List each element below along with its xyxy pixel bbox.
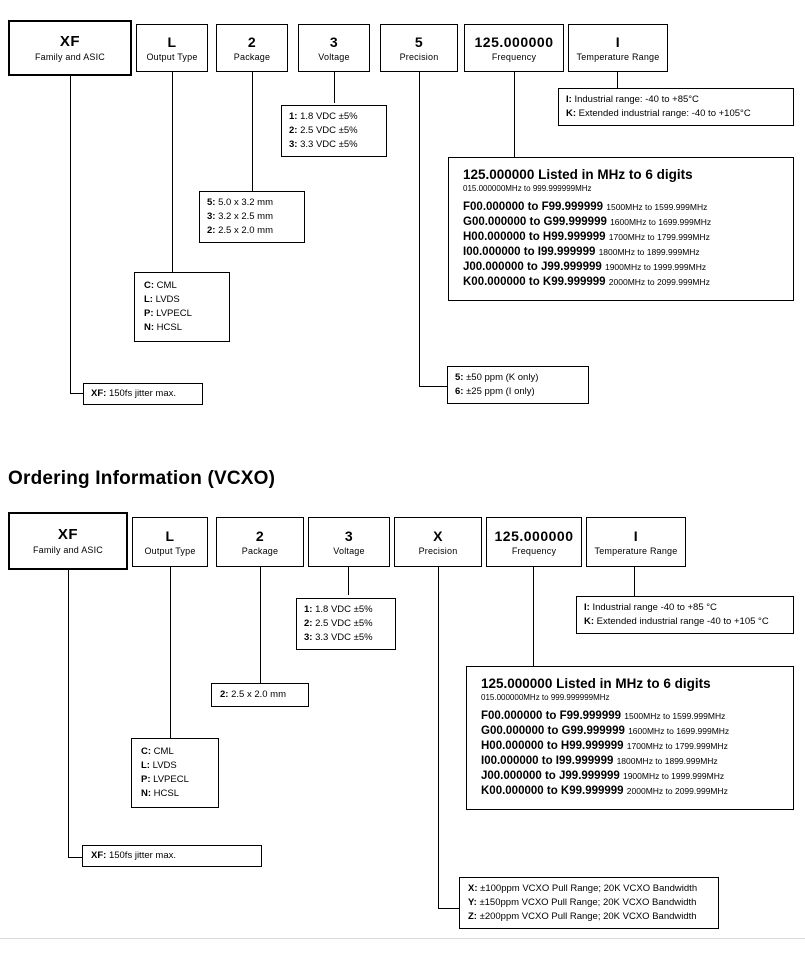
xo-output-key: N: xyxy=(144,322,155,333)
vcxo-precision-callout xyxy=(459,877,719,929)
vcxo-frequency-callout xyxy=(466,666,794,810)
xo-family-text: 150fs jitter max. xyxy=(108,388,177,399)
xo-leader-family-vertical xyxy=(70,76,71,393)
xo-output-row xyxy=(144,293,220,307)
vcxo-output-text: LVDS xyxy=(152,760,177,771)
xo-box-temperature xyxy=(568,24,668,72)
xo-frequency-range: G00.000000 to G99.999999 xyxy=(463,216,607,228)
vcxo-box-precision-code: X xyxy=(433,527,443,544)
vcxo-frequency-row xyxy=(481,739,781,754)
vcxo-output-key: L: xyxy=(141,760,150,771)
xo-box-temperature-label: Temperature Range xyxy=(576,51,660,62)
vcxo-output-key: C: xyxy=(141,746,152,757)
vcxo-voltage-key: 1: xyxy=(304,604,313,615)
vcxo-temperature-text: Extended industrial range -40 to +105 °C xyxy=(596,616,769,627)
xo-output-row xyxy=(144,321,220,335)
vcxo-output-text: LVPECL xyxy=(153,774,189,785)
vcxo-frequency-range: H00.000000 to H99.999999 xyxy=(481,740,624,752)
xo-family-callout xyxy=(83,383,203,405)
vcxo-leader-precision-vertical xyxy=(438,567,439,908)
xo-temperature-row xyxy=(566,107,786,121)
vcxo-output-row xyxy=(141,745,209,759)
xo-voltage-key: 1: xyxy=(289,111,298,122)
xo-output-row xyxy=(144,307,220,321)
xo-frequency-range: J00.000000 to J99.999999 xyxy=(463,261,602,273)
xo-package-text: 2.5 x 2.0 mm xyxy=(218,225,274,236)
vcxo-package-callout xyxy=(211,683,309,707)
xo-precision-text: ±50 ppm (K only) xyxy=(466,372,539,383)
xo-temperature-text: Industrial range: -40 to +85°C xyxy=(574,94,699,105)
vcxo-frequency-note: 1700MHz to 1799.999MHz xyxy=(626,741,728,751)
vcxo-voltage-key: 2: xyxy=(304,618,313,629)
vcxo-box-temperature-label: Temperature Range xyxy=(594,545,678,556)
vcxo-temperature-row xyxy=(584,615,786,629)
xo-box-family-label: Family and ASIC xyxy=(34,51,106,62)
footer-divider xyxy=(0,938,805,939)
vcxo-precision-row xyxy=(468,896,710,910)
xo-package-key: 5: xyxy=(207,197,216,208)
xo-voltage-row xyxy=(289,124,379,138)
vcxo-box-package xyxy=(216,517,304,567)
xo-box-family xyxy=(8,20,132,76)
vcxo-frequency-note: 1800MHz to 1899.999MHz xyxy=(616,756,718,766)
vcxo-package-key: 2: xyxy=(220,689,229,700)
xo-frequency-row xyxy=(463,200,781,215)
vcxo-box-voltage xyxy=(308,517,390,567)
xo-package-row xyxy=(207,210,297,224)
vcxo-temperature-callout xyxy=(576,596,794,634)
xo-precision-key: 5: xyxy=(455,372,464,383)
xo-voltage-text: 3.3 VDC ±5% xyxy=(300,139,358,150)
vcxo-output-key: P: xyxy=(141,774,151,785)
xo-precision-callout xyxy=(447,366,589,404)
xo-frequency-note: 1700MHz to 1799.999MHz xyxy=(608,232,710,242)
vcxo-box-output xyxy=(132,517,208,567)
vcxo-precision-text: ±150ppm VCXO Pull Range; 20K VCXO Bandwidth xyxy=(479,897,697,908)
xo-temperature-row xyxy=(566,93,786,107)
xo-box-voltage xyxy=(298,24,370,72)
vcxo-output-row xyxy=(141,759,209,773)
xo-box-voltage-label: Voltage xyxy=(318,51,350,62)
xo-box-voltage-code: 3 xyxy=(329,33,339,50)
xo-temperature-text: Extended industrial range: -40 to +105°C xyxy=(578,108,751,119)
xo-voltage-text: 2.5 VDC ±5% xyxy=(300,125,358,136)
xo-frequency-row xyxy=(463,260,781,275)
xo-package-key: 3: xyxy=(207,211,216,222)
xo-frequency-row xyxy=(463,275,781,290)
xo-precision-key: 6: xyxy=(455,386,464,397)
xo-frequency-row xyxy=(463,215,781,230)
vcxo-leader-output-vertical xyxy=(170,567,171,741)
vcxo-family-key: XF: xyxy=(91,850,107,861)
vcxo-voltage-row xyxy=(304,617,388,631)
xo-output-key: C: xyxy=(144,280,155,291)
xo-frequency-range: K00.000000 to K99.999999 xyxy=(463,276,606,288)
vcxo-box-temperature-code: I xyxy=(633,527,639,544)
vcxo-box-frequency-code: 125.000000 xyxy=(494,527,574,544)
xo-box-precision-label: Precision xyxy=(399,51,439,62)
xo-box-precision-code: 5 xyxy=(414,33,424,50)
xo-output-callout xyxy=(134,272,230,342)
xo-precision-row xyxy=(455,371,581,385)
xo-frequency-callout xyxy=(448,157,794,301)
vcxo-precision-key: Z: xyxy=(468,911,477,922)
xo-frequency-note: 1800MHz to 1899.999MHz xyxy=(598,247,700,257)
vcxo-frequency-range: I00.000000 to I99.999999 xyxy=(481,755,614,767)
vcxo-box-family xyxy=(8,512,128,570)
xo-frequency-row xyxy=(463,230,781,245)
vcxo-output-callout xyxy=(131,738,219,808)
xo-frequency-note: 1500MHz to 1599.999MHz xyxy=(606,202,708,212)
vcxo-output-row xyxy=(141,773,209,787)
vcxo-temperature-key: K: xyxy=(584,616,595,627)
vcxo-box-package-code: 2 xyxy=(255,527,265,544)
vcxo-frequency-row xyxy=(481,709,781,724)
vcxo-voltage-text: 3.3 VDC ±5% xyxy=(315,632,373,643)
vcxo-box-precision xyxy=(394,517,482,567)
xo-voltage-key: 3: xyxy=(289,139,298,150)
vcxo-frequency-note: 1900MHz to 1999.999MHz xyxy=(622,771,725,781)
xo-output-text: LVPECL xyxy=(156,308,192,319)
vcxo-precision-text: ±200ppm VCXO Pull Range; 20K VCXO Bandwidth xyxy=(479,911,697,922)
xo-leader-family-horizontal xyxy=(70,393,83,394)
vcxo-temperature-row xyxy=(584,601,786,615)
vcxo-box-voltage-code: 3 xyxy=(344,527,354,544)
xo-frequency-note: 1600MHz to 1699.999MHz xyxy=(610,217,712,227)
xo-frequency-range: I00.000000 to I99.999999 xyxy=(463,246,596,258)
xo-frequency-range: F00.000000 to F99.999999 xyxy=(463,201,604,213)
vcxo-voltage-callout xyxy=(296,598,396,650)
xo-output-text: LVDS xyxy=(155,294,180,305)
xo-box-temperature-code: I xyxy=(615,33,621,50)
vcxo-frequency-range: G00.000000 to G99.999999 xyxy=(481,725,625,737)
vcxo-frequency-title: 125.000000 Listed in MHz to 6 digits xyxy=(481,676,711,691)
vcxo-voltage-text: 2.5 VDC ±5% xyxy=(315,618,373,629)
vcxo-family-row xyxy=(91,849,253,863)
vcxo-section-title: Ordering Information (VCXO) xyxy=(8,468,276,489)
xo-precision-text: ±25 ppm (I only) xyxy=(466,386,535,397)
vcxo-package-row xyxy=(220,688,300,702)
vcxo-temperature-key: I: xyxy=(584,602,590,613)
xo-package-text: 3.2 x 2.5 mm xyxy=(218,211,274,222)
xo-box-package xyxy=(216,24,288,72)
xo-output-text: HCSL xyxy=(156,322,183,333)
vcxo-box-family-label: Family and ASIC xyxy=(32,544,104,555)
vcxo-leader-frequency-vertical xyxy=(533,567,534,670)
vcxo-output-text: CML xyxy=(153,746,174,757)
vcxo-box-frequency xyxy=(486,517,582,567)
vcxo-leader-family-vertical xyxy=(68,570,69,857)
xo-box-frequency-label: Frequency xyxy=(491,51,537,62)
xo-frequency-row xyxy=(463,245,781,260)
xo-voltage-row xyxy=(289,110,379,124)
xo-output-key: P: xyxy=(144,308,154,319)
xo-leader-precision-horizontal xyxy=(419,386,447,387)
vcxo-box-temperature xyxy=(586,517,686,567)
xo-leader-voltage-vertical xyxy=(334,72,335,103)
xo-package-key: 2: xyxy=(207,225,216,236)
xo-voltage-row xyxy=(289,138,379,152)
vcxo-frequency-row xyxy=(481,754,781,769)
xo-box-package-code: 2 xyxy=(247,33,257,50)
vcxo-output-key: N: xyxy=(141,788,152,799)
vcxo-package-text: 2.5 x 2.0 mm xyxy=(231,689,287,700)
vcxo-leader-package-vertical xyxy=(260,567,261,683)
xo-temperature-key: K: xyxy=(566,108,577,119)
xo-frequency-range: H00.000000 to H99.999999 xyxy=(463,231,606,243)
xo-family-row xyxy=(91,387,195,401)
vcxo-frequency-row xyxy=(481,724,781,739)
vcxo-frequency-note: 2000MHz to 2099.999MHz xyxy=(626,786,728,796)
xo-box-precision xyxy=(380,24,458,72)
vcxo-leader-family-horizontal xyxy=(68,857,82,858)
vcxo-precision-row xyxy=(468,910,710,924)
xo-precision-row xyxy=(455,385,581,399)
xo-voltage-callout xyxy=(281,105,387,157)
xo-box-frequency xyxy=(464,24,564,72)
vcxo-box-frequency-label: Frequency xyxy=(511,545,557,556)
xo-output-key: L: xyxy=(144,294,153,305)
xo-box-family-code: XF xyxy=(59,32,81,50)
xo-output-text: CML xyxy=(156,280,177,291)
vcxo-family-text: 150fs jitter max. xyxy=(108,850,177,861)
vcxo-voltage-row xyxy=(304,631,388,645)
vcxo-frequency-subtitle: 015.000000MHz to 999.999999MHz xyxy=(481,693,610,702)
xo-box-package-label: Package xyxy=(233,51,271,62)
vcxo-output-row xyxy=(141,787,209,801)
xo-frequency-subtitle: 015.000000MHz to 999.999999MHz xyxy=(463,184,592,193)
vcxo-voltage-key: 3: xyxy=(304,632,313,643)
vcxo-frequency-note: 1500MHz to 1599.999MHz xyxy=(624,711,726,721)
vcxo-voltage-text: 1.8 VDC ±5% xyxy=(315,604,373,615)
vcxo-frequency-row xyxy=(481,784,781,799)
xo-temperature-key: I: xyxy=(566,94,572,105)
vcxo-box-family-code: XF xyxy=(57,525,79,543)
xo-box-output xyxy=(136,24,208,72)
xo-frequency-title: 125.000000 Listed in MHz to 6 digits xyxy=(463,167,693,182)
xo-box-output-label: Output Type xyxy=(146,51,198,62)
vcxo-precision-text: ±100ppm VCXO Pull Range; 20K VCXO Bandwidth xyxy=(480,883,698,894)
xo-leader-precision-vertical xyxy=(419,72,420,386)
xo-package-callout xyxy=(199,191,305,243)
vcxo-frequency-range: K00.000000 to K99.999999 xyxy=(481,785,624,797)
vcxo-voltage-row xyxy=(304,603,388,617)
xo-voltage-key: 2: xyxy=(289,125,298,136)
xo-voltage-text: 1.8 VDC ±5% xyxy=(300,111,358,122)
vcxo-output-text: HCSL xyxy=(153,788,180,799)
vcxo-leader-voltage-vertical xyxy=(348,567,349,595)
xo-box-output-code: L xyxy=(167,33,177,50)
vcxo-frequency-range: J00.000000 to J99.999999 xyxy=(481,770,620,782)
vcxo-precision-key: X: xyxy=(468,883,478,894)
xo-leader-output-vertical xyxy=(172,72,173,274)
vcxo-precision-row xyxy=(468,882,710,896)
xo-output-row xyxy=(144,279,220,293)
xo-package-text: 5.0 x 3.2 mm xyxy=(218,197,274,208)
vcxo-box-output-code: L xyxy=(165,527,175,544)
xo-leader-package-vertical xyxy=(252,72,253,191)
xo-frequency-note: 1900MHz to 1999.999MHz xyxy=(604,262,707,272)
vcxo-frequency-note: 1600MHz to 1699.999MHz xyxy=(628,726,730,736)
vcxo-box-package-label: Package xyxy=(241,545,279,556)
xo-family-key: XF: xyxy=(91,388,107,399)
xo-leader-frequency-vertical xyxy=(514,72,515,161)
xo-package-row xyxy=(207,196,297,210)
vcxo-box-output-label: Output Type xyxy=(144,545,196,556)
vcxo-leader-precision-horizontal xyxy=(438,908,460,909)
vcxo-box-voltage-label: Voltage xyxy=(333,545,365,556)
vcxo-box-precision-label: Precision xyxy=(418,545,458,556)
xo-box-frequency-code: 125.000000 xyxy=(474,33,554,50)
vcxo-temperature-text: Industrial range -40 to +85 °C xyxy=(592,602,717,613)
vcxo-frequency-range: F00.000000 to F99.999999 xyxy=(481,710,622,722)
vcxo-family-callout xyxy=(82,845,262,867)
vcxo-frequency-row xyxy=(481,769,781,784)
vcxo-precision-key: Y: xyxy=(468,897,477,908)
xo-temperature-callout xyxy=(558,88,794,126)
xo-frequency-note: 2000MHz to 2099.999MHz xyxy=(608,277,710,287)
xo-package-row xyxy=(207,224,297,238)
